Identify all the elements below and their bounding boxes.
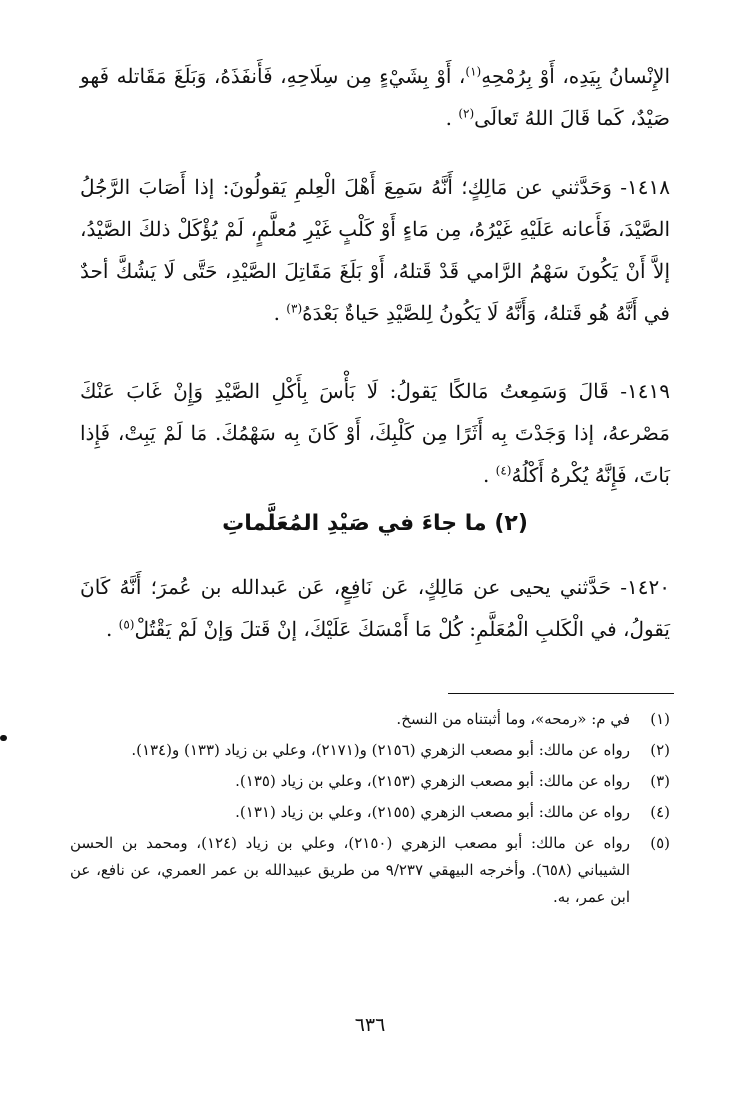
paragraph-text: ١٤١٨- وَحَدَّثني عن مَالِكٍ؛ أَنَّهُ سَمِعَ أَهْلَ الْعِلمِ يَقولُونَ: إذا أَصَابَ الرَّجُلُ الصَّيْدَ، فَأَعانه عَلَيْهِ غَيْرُهُ، مِن مَاءٍ أَوْ كَلْبٍ غَيْرِ مُعلَّمٍ، لَمْ يُؤْكَلْ ذلكَ الصَّيْدُ، إلاَّ أَنْ يَكُونَ سَهْمُ الرَّامي قَدْ قَتلهُ، أَوْ بَلَغَ مَقَاتِلَ الصَّيْدِ، حَتَّى لَا يَشُكَّ أحدٌ في أَنَّهُ هُو قَتلهُ، وَأَنَّهُ لَا يَكُونُ لِلصَّيْدِ حَياةٌ بَعْدَهُ xyxy=(80,175,670,325)
paragraph-text: . xyxy=(273,301,287,325)
scan-edge-mark xyxy=(0,735,7,741)
paragraph-text: . xyxy=(482,463,496,487)
paragraph-text: الإِنْسانُ بِيَدِه، أَوْ بِرُمْحِهِ xyxy=(481,64,671,88)
footnote-ref: (٤) xyxy=(495,463,512,478)
footnote-number: (٢) xyxy=(650,741,670,759)
footnote-ref: (٥) xyxy=(118,617,135,632)
footnote-text: رواه عن مالك: أبو مصعب الزهري (٢١٥٥)، وعلي بن زياد (١٣١). xyxy=(235,803,630,821)
page-number: ٦٣٦ xyxy=(354,1014,386,1036)
footnote xyxy=(70,799,670,826)
footnote xyxy=(70,706,670,733)
footnote-ref: (٢) xyxy=(458,106,475,121)
footnote-text: رواه عن مالك: أبو مصعب الزهري (٢١٥٣)، وعلي بن زياد (١٣٥). xyxy=(235,772,630,790)
footnote-number: (٤) xyxy=(650,803,670,821)
paragraph-text: ، أَوْ بِشَيْءٍ مِن سِلَاحِهِ، فَأَنفَذَهُ، وَبَلَغَ مَقَاتله فَهو صَيْدٌ، كَما قَالَ اللهُ تَعالَى xyxy=(80,64,670,130)
footnote-text: في م: «رمحه»، وما أثبتناه من النسخ. xyxy=(396,710,630,728)
paragraph-text: . xyxy=(105,617,119,641)
paragraph-1420 xyxy=(80,566,670,650)
footnote-divider xyxy=(448,693,674,694)
footnote xyxy=(70,737,670,764)
footnote-ref: (٣) xyxy=(286,301,303,316)
paragraph-1418 xyxy=(80,166,670,334)
footnote-number: (٥) xyxy=(650,834,670,852)
footnote xyxy=(70,768,670,795)
paragraph-continuation xyxy=(80,55,670,139)
paragraph-text: ١٤٢٠- حَدَّثني يحيى عن مَالِكٍ، عَن نَافِعٍ، عَن عَبدالله بن عُمرَ؛ أَنَّهُ كَانَ يَقولُ، في الْكَلبِ الْمُعَلَّمِ: كُلْ مَا أَمْسَكَ عَلَيْكَ، إنْ قَتلَ وَإنْ لَمْ يَقْتُلْ xyxy=(80,575,670,641)
paragraph-text: ١٤١٩- قَالَ وَسَمِعتُ مَالكًا يَقولُ: لَا بَأْسَ بِأَكْلِ الصَّيْدِ وَإِنْ غَابَ عَنْكَ مَصْرعهُ، إذا وَجَدْتَ بِه أَثَرًا مِن كَلْبِكَ، أَوْ كَانَ بِه سَهْمُكَ. مَا لَمْ يَبِتْ، فَإِذا بَاتَ، فَإِنَّهُ يُكْرهُ أَكْلُهُ xyxy=(80,379,670,487)
footnote-ref: (١) xyxy=(465,64,482,79)
footnote-number: (١) xyxy=(650,710,670,728)
paragraph-text: . xyxy=(445,106,459,130)
paragraph-1419 xyxy=(80,370,670,496)
footnote xyxy=(70,830,670,911)
footnote-text: رواه عن مالك: أبو مصعب الزهري (٢١٥٦) و(٢١٧١)، وعلي بن زياد (١٣٣) و(١٣٤). xyxy=(131,741,630,759)
section-heading: (٢) ما جاءَ في صَيْدِ المُعَلَّماتِ xyxy=(222,511,528,536)
footnote-text: رواه عن مالك: أبو مصعب الزهري (٢١٥٠)، وعلي بن زياد (١٢٤)، ومحمد بن الحسن الشيباني (٦٥٨). وأخرجه البيهقي ٩/٢٣٧ من طريق عبيدالله بن عمر العمري، عن نافع، عن ابن عمر، به. xyxy=(70,834,630,906)
footnotes-list xyxy=(70,706,670,915)
footnote-number: (٣) xyxy=(650,772,670,790)
